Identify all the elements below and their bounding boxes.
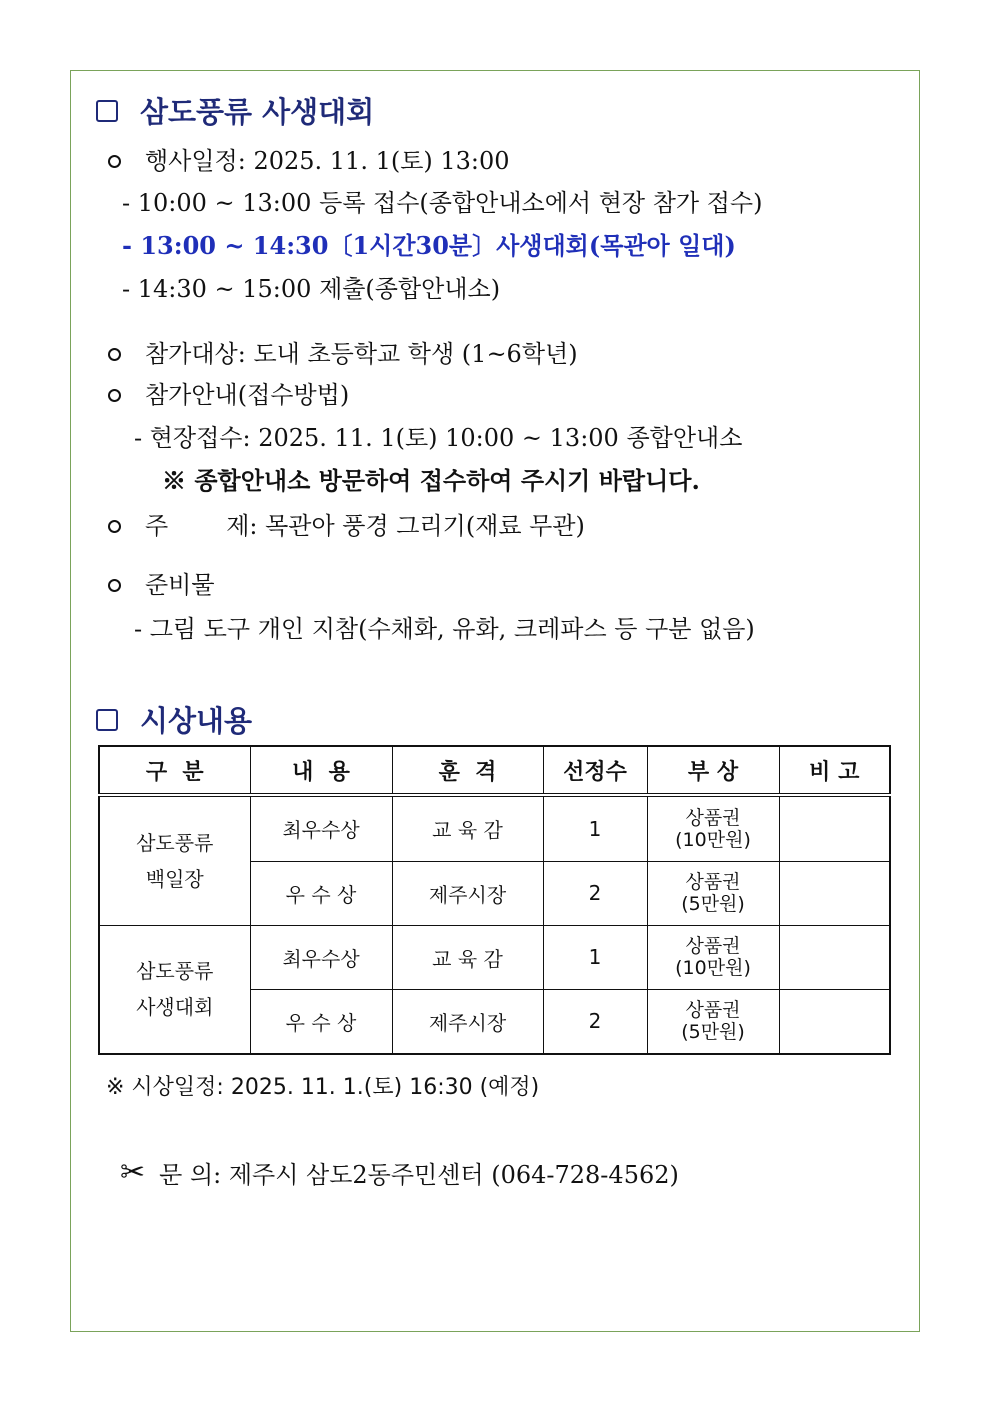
award-prize: 상품권 (5만원) (647, 989, 779, 1054)
guide-line: 참가안내(접수방법) (108, 380, 349, 410)
section-heading-contest (96, 90, 374, 131)
award-remark (779, 795, 890, 861)
award-name: 우 수 상 (250, 861, 392, 925)
header-remark: 비 고 (779, 746, 890, 795)
award-remark (779, 989, 890, 1054)
circle-bullet-icon (108, 520, 121, 533)
group-name: 삼도풍류 백일장 (99, 795, 250, 925)
section-heading-awards (96, 699, 252, 740)
schedule-line: 행사일정: 2025. 11. 1(토) 13:00 (108, 146, 510, 176)
schedule-item: - 10:00 ~ 13:00 등록 접수(종합안내소에서 현장 참가 접수) (122, 189, 763, 217)
checkbox-square-icon (96, 100, 118, 122)
section-title: 삼도풍류 사생대회 (140, 95, 375, 129)
award-prize: 상품권 (10만원) (647, 925, 779, 989)
award-count: 2 (543, 861, 647, 925)
header-count: 선정수 (543, 746, 647, 795)
table-row (99, 795, 890, 861)
section-title: 시상내용 (140, 704, 253, 738)
theme-line: 주 제: 목관아 풍경 그리기(재료 무관) (108, 511, 585, 541)
checkbox-square-icon (96, 709, 118, 731)
header-prize: 부 상 (647, 746, 779, 795)
award-grantor: 제주시장 (392, 861, 543, 925)
award-name: 최우수상 (250, 795, 392, 861)
award-grantor: 교 육 감 (392, 925, 543, 989)
award-remark (779, 925, 890, 989)
award-prize: 상품권 (10만원) (647, 795, 779, 861)
supplies-item: - 그림 도구 개인 지참(수채화, 유화, 크레파스 등 구분 없음) (134, 615, 755, 643)
guide-item: - 현장접수: 2025. 11. 1(토) 10:00 ~ 13:00 종합안내소 (134, 424, 743, 452)
award-count: 1 (543, 925, 647, 989)
awards-table (98, 745, 891, 1055)
header-category: 구 분 (99, 746, 250, 795)
award-prize: 상품권 (5만원) (647, 861, 779, 925)
award-remark (779, 861, 890, 925)
guide-notice: ※ 종합안내소 방문하여 접수하여 주시기 바랍니다. (162, 466, 700, 495)
table-row (99, 925, 890, 989)
contact-text: 문 의: 제주시 삼도2동주민센터 (064-728-4562) (159, 1161, 679, 1189)
scissors-icon: ✂ (120, 1155, 146, 1190)
award-count: 1 (543, 795, 647, 861)
schedule-item-highlight: - 13:00 ~ 14:30〔1시간30분〕사생대회(목관아 일대) (122, 231, 736, 260)
header-grantor: 훈 격 (392, 746, 543, 795)
table-header-row (99, 746, 890, 795)
award-schedule-note: ※ 시상일정: 2025. 11. 1.(토) 16:30 (예정) (106, 1075, 540, 1100)
group-name: 삼도풍류 사생대회 (99, 925, 250, 1054)
circle-bullet-icon (108, 579, 121, 592)
award-grantor: 교 육 감 (392, 795, 543, 861)
circle-bullet-icon (108, 155, 121, 168)
award-grantor: 제주시장 (392, 989, 543, 1054)
award-count: 2 (543, 989, 647, 1054)
header-content: 내 용 (250, 746, 392, 795)
contact-line (120, 1155, 679, 1190)
award-name: 우 수 상 (250, 989, 392, 1054)
schedule-item: - 14:30 ~ 15:00 제출(종합안내소) (122, 275, 501, 303)
circle-bullet-icon (108, 348, 121, 361)
award-name: 최우수상 (250, 925, 392, 989)
circle-bullet-icon (108, 389, 121, 402)
supplies-line: 준비물 (108, 570, 215, 600)
target-line: 참가대상: 도내 초등학교 학생 (1~6학년) (108, 339, 578, 369)
